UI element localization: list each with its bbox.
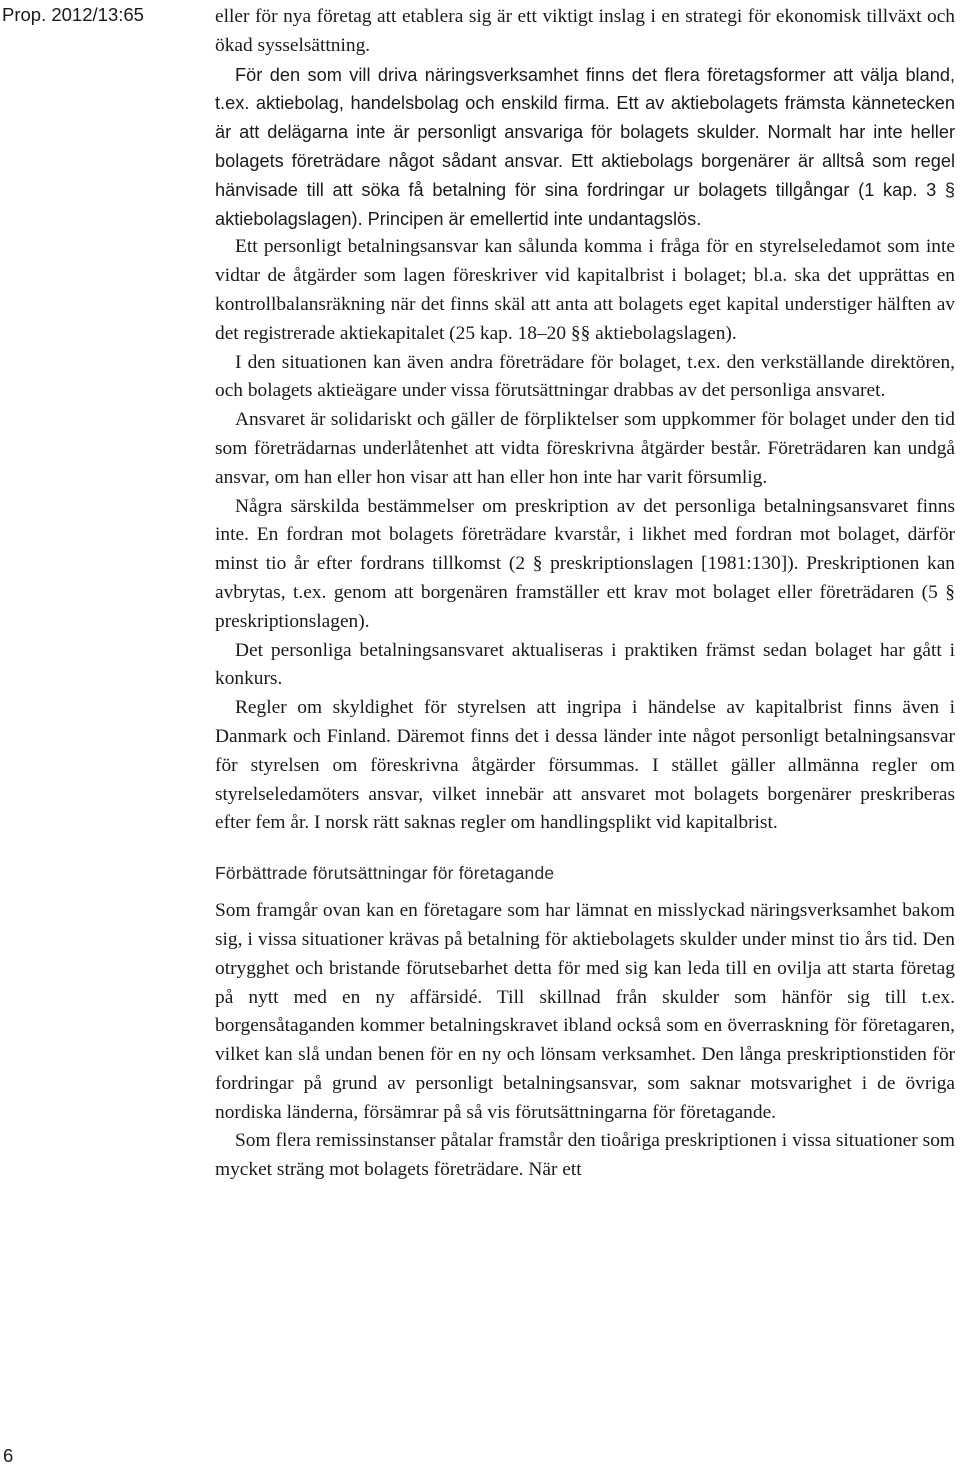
paragraph-nordic-comparison: Regler om skyldighet för styrelsen att ingripa i händelse av kapitalbrist finns även i Danmark och Finland. Däremot finns det i dessa länder inte något personligt betalningsansvar för styrelsen om föreskrivna åtgärder försummas. I stället gäller allmänna regler om styrelseledamöters ansvar, vilket innebär att ansvaret mot bolagets borgenärer preskriberas efter fem år. I norsk rätt saknas regler om handlingsplikt vid kapitalbrist. (215, 697, 955, 834)
paragraph-continuation: eller för nya företag att etablera sig är ett viktigt inslag i en strategi för ekonomisk tillväxt och ökad sysselsättning. (215, 6, 955, 56)
paragraph-consultation-bodies: Som flera remissinstanser påtalar framstår den tioåriga preskriptionen i vissa situationer som mycket sträng mot bolagets företrädare. När ett (215, 1130, 955, 1181)
paragraph-bankruptcy: Det personliga betalningsansvaret aktualiseras i praktiken främst sedan bolaget har gått i konkurs. (215, 639, 955, 690)
prop-reference: Prop. 2012/13:65 (2, 4, 144, 25)
paragraph-prescription: Några särskilda bestämmelser om preskription av det personliga betalningsansvaret finns inte. En fordran mot bolagets företrädare kvarstår, i likhet med fordran mot bolaget, därför minst tio år efter fordrans tillkomst (2 § preskriptionslagen [1981:130]). Preskriptionen kan avbrytas, t.ex. genom att borgenären framställer ett krav mot bolaget eller företrädaren (5 § preskriptionslagen). (215, 495, 955, 632)
paragraph-joint-liability: Ansvaret är solidariskt och gäller de förpliktelser som uppkommer för bolaget under den tid som företrädarnas underlåtenhet att vidta föreskrivna åtgärder består. Företrädaren kan undgå ansvar, om han eller hon visar att han eller hon inte har varit försumlig. (215, 409, 955, 488)
section-heading: Förbättrade förutsättningar för företagande (215, 863, 555, 884)
paragraph-company-forms: För den som vill driva näringsverksamhet finns det flera företagsformer att välja bland, t.ex. aktiebolag, handelsbolag och enskild firma. Ett av aktiebolagets främsta kännetecken är att delägarna inte är personligt ansvariga för bolagets skulder. Normalt har inte heller bolagets företrädare något sådant ansvar. Ett aktiebolags borgenärer är alltså som regel hänvisade till att söka få betalning för sina fordringar ur bolagets tillgångar (1 kap. 3 § aktiebolagslagen). Principen är emellertid inte undantagslös. (215, 64, 955, 229)
page-number: 6 (3, 1445, 14, 1466)
paragraph-board-liability: Ett personligt betalningsansvar kan sålunda komma i fråga för en styrelseledamot som inte vidtar de åtgärder som lagen föreskriver vid kapitalbrist i bolaget; bl.a. ska det upprättas en kontrollbalansräkning när det finns skäl att anta att bolagets eget kapital understiger hälften av det registrerade aktiekapitalet (25 kap. 18–20 §§ aktiebolagslagen). (215, 236, 955, 344)
paragraph-other-representatives: I den situationen kan även andra företrädare för bolaget, t.ex. den verkställande direktören, och bolagets aktieägare under vissa förutsättningar drabbas av det personliga ansvaret. (215, 351, 955, 402)
paragraph-improved-conditions: Som framgår ovan kan en företagare som har lämnat en misslyckad näringsverksamhet bakom sig, i vissa situationer krävas på betalning för aktiebolagets skulder under minst tio års tid. Den otrygghet och bristande förutsebarhet detta för med sig kan leda till en ovilja att starta företag på nytt med en ny affärsidé. Till skillnad från skulder som hänför sig till t.ex. borgensåtaganden kommer betalningskravet ibland också som en överraskning för företagaren, vilket kan slå undan benen för en ny och lönsam verksamhet. Den långa preskriptionstiden för fordringar på grund av personligt betalningsansvar, som saknar motsvarighet i de övriga nordiska länderna, försämrar på så vis förutsättningarna för företagande. (215, 900, 955, 1123)
text-column (215, 3, 955, 1185)
